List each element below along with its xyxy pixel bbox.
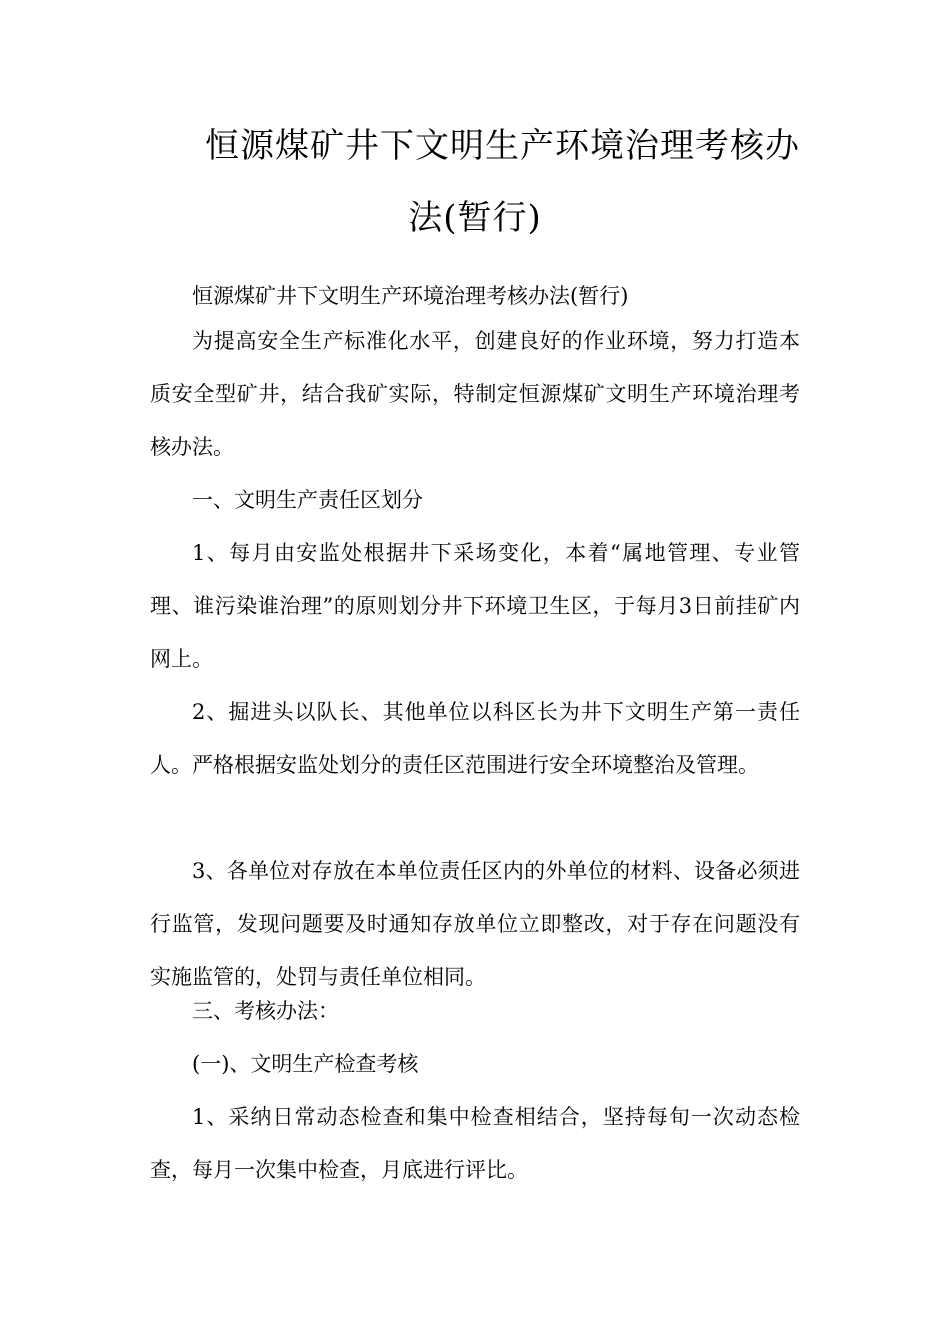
paragraph-subtitle: 恒源煤矿井下文明生产环境治理考核办法(暂行) bbox=[192, 284, 629, 308]
paragraph-inspection-item-1: 1、采纳日常动态检查和集中检查相结合，坚持每旬一次动态检查，每月一次集中检查，月底进行评比。 bbox=[150, 1105, 800, 1182]
section-heading-assessment: 三、考核办法： bbox=[192, 999, 339, 1023]
document-title-line-1: 恒源煤矿井下文明生产环境治理考核办 bbox=[205, 126, 800, 166]
subsection-heading-inspection: (一)、文明生产检查考核 bbox=[192, 1052, 419, 1076]
paragraph-purpose: 为提高安全生产标准化水平，创建良好的作业环境，努力打造本质安全型矿井，结合我矿实际，特制定恒源煤矿文明生产环境治理考核办法。 bbox=[150, 329, 800, 459]
paragraph-item-3: 3、各单位对存放在本单位责任区内的外单位的材料、设备必须进行监管，发现问题要及时通知存放单位立即整改，对于存在问题没有实施监管的，处罚与责任单位相同。 bbox=[150, 859, 800, 989]
section-heading-responsibility: 一、文明生产责任区划分 bbox=[192, 488, 423, 512]
paragraph-item-2: 2、掘进头以队长、其他单位以科区长为井下文明生产第一责任人。严格根据安监处划分的责任区范围进行安全环境整治及管理。 bbox=[150, 700, 800, 777]
paragraph-item-1: 1、每月由安监处根据井下采场变化，本着“属地管理、专业管理、谁污染谁治理”的原则划分井下环境卫生区，于每月3日前挂矿内网上。 bbox=[150, 541, 800, 671]
document-title-line-2: 法(暂行) bbox=[408, 198, 542, 238]
